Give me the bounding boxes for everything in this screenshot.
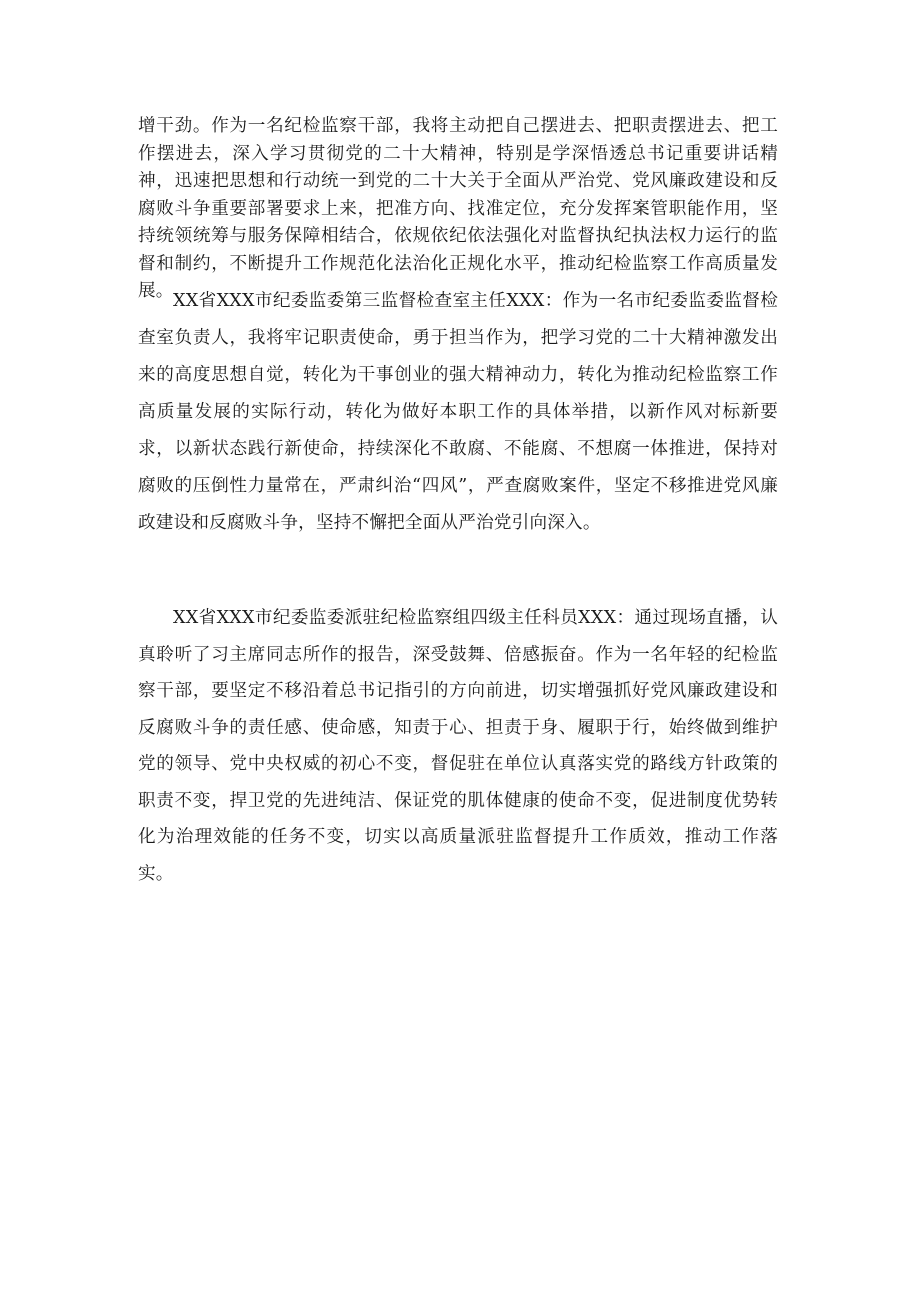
paragraph-statement-resident-inspection-team-officer: XX省XXX市纪委监委派驻纪检监察组四级主任科员XXX：通过现场直播，认真聆听了习主席同志所作的报告，深受鼓舞、倍感振奋。作为一名年轻的纪检监察干部，要坚定不移沿着总书记指引的方向前进，切实增强抓好党风廉政建设和反腐败斗争的责任感、使命感，知责于心、担责于身、履职于行，始终做到维护党的领导、党中央权威的初心不变，督促驻在单位认真落实党的路线方针政策的职责不变，捍卫党的先进纯洁、保证党的肌体健康的使命不变，促进制度优势转化为治理效能的任务不变，切实以高质量派驻监督提升工作质效，推动工作落实。	[138, 608, 778, 884]
paragraph-statement-supervision-office-director: XX省XXX市纪委监委第三监督检查室主任XXX：作为一名市纪委监委监督检查室负责人，我将牢记职责使命，勇于担当作为，把学习党的二十大精神激发出来的高度思想自觉，转化为干事创业的强大精神动力，转化为推动纪检监察工作高质量发展的实际行动，转化为做好本职工作的具体举措，以新作风对标新要求，以新状态践行新使命，持续深化不敢腐、不能腐、不想腐一体推进，保持对腐败的压倒性力量常在，严肃纠治“四风”，严查腐败案件，坚定不移推进党风廉政建设和反腐败斗争，坚持不懈把全面从严治党引向深入。	[138, 291, 778, 533]
paragraph-continuation: 增干劲。作为一名纪检监察干部，我将主动把自己摆进去、把职责摆进去、把工作摆进去，深入学习贯彻党的二十大精神，特别是学深悟透总书记重要讲话精神，迅速把思想和行动统一到党的二十大关于全面从严治党、党风廉政建设和反腐败斗争重要部署要求上来，把准方向、找准定位，充分发挥案管职能作用，坚持统领统筹与服务保障相结合，依规依纪依法强化对监督执纪执法权力运行的监督和制约，不断提升工作规范化法治化正规化水平，推动纪检监察工作高质量发展。	[138, 116, 778, 301]
